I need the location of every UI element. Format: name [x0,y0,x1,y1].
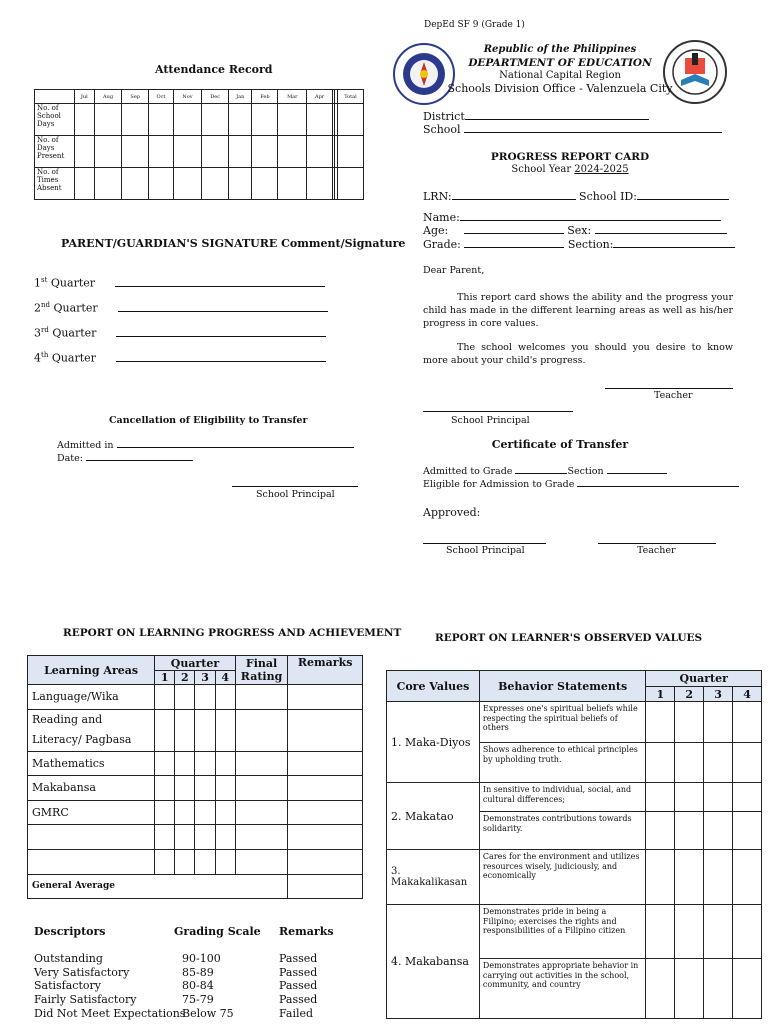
grade-cell[interactable] [155,849,175,874]
grade-cell[interactable] [215,685,235,710]
quarter-number: 3 [195,671,215,685]
grade-cell[interactable] [175,849,195,874]
attendance-row [35,136,364,168]
value-rating-cell[interactable] [733,850,762,905]
month-header: Dec [202,90,229,104]
learning-area-name: Reading and Literacy/ Pagbasa [28,709,155,751]
grade-cell[interactable] [195,849,215,874]
grading-scale-header: Grading Scale [174,925,261,938]
grade-cell[interactable] [215,776,235,801]
section-transfer-line[interactable] [607,473,667,474]
value-rating-cell[interactable] [733,959,762,1019]
admitted-in-row: Admitted in [57,440,354,451]
descriptor-scale: Below 75 [182,1007,234,1020]
school-row: School [423,123,722,136]
district-row: District [423,110,649,123]
descriptors-table [34,925,364,1024]
descriptor-name: Fairly Satisfactory [34,993,137,1006]
behavior-statement: Expresses one's spiritual beliefs while respecting the spiritual beliefs of others [479,702,645,743]
final-rating-cell[interactable] [235,776,287,801]
month-header: Jul [75,90,95,104]
sex-line[interactable] [595,233,727,234]
remarks-header: Remarks [288,656,363,685]
month-header: Apr [307,90,333,104]
month-header: Feb [252,90,278,104]
department-label: DEPARTMENT OF EDUCATION [468,57,652,69]
value-rating-cell[interactable] [704,812,733,850]
descriptor-name: Did Not Meet Expectations [34,1007,186,1020]
remarks-cell[interactable] [288,800,363,825]
principal-signature-line [232,486,358,487]
value-row [387,905,762,959]
descriptor-scale: 80-84 [182,979,214,992]
learning-areas-header: Learning Areas [28,656,155,685]
general-average-remarks-cell[interactable] [288,874,363,899]
core-value-name: 2. Makatao [387,783,480,850]
admitted-in-line[interactable] [117,447,354,448]
attendance-row-label: No. of Days Present [35,136,75,168]
cert-principal-label: School Principal [446,545,525,556]
value-rating-cell[interactable] [733,905,762,959]
eligible-row: Eligible for Admission to Grade [423,479,739,490]
descriptor-remark: Passed [279,993,318,1006]
division-label: Schools Division Office - Valenzuela City [447,82,673,95]
values-title: REPORT ON LEARNER'S OBSERVED VALUES [435,632,703,644]
principal-signature-line [423,411,573,412]
grade-cell[interactable] [155,825,175,850]
teacher-label: Teacher [654,390,693,401]
learning-area-name [28,849,155,874]
core-value-name: 3. Makakalikasan [387,850,480,905]
behavior-statement: Demonstrates appropriate behavior in carrying out activities in the school, community, and country [479,959,645,1019]
quarter-number: 2 [675,687,704,702]
learning-area-row [28,709,363,751]
admitted-grade-row: Admitted to Grade Section [423,466,667,477]
learning-area-name: Language/Wika [28,685,155,710]
quarter-signature-row: 4th Quarter [34,351,326,365]
grade-cell[interactable] [175,709,195,751]
learning-area-row [28,776,363,801]
grade-cell[interactable] [155,776,175,801]
grade-cell[interactable] [155,709,175,751]
age-line[interactable] [464,233,564,234]
descriptor-scale: 85-89 [182,966,214,979]
value-row [387,783,762,812]
descriptor-remark: Failed [279,1007,314,1020]
learning-area-name: GMRC [28,800,155,825]
learning-area-row [28,685,363,710]
value-rating-cell[interactable] [733,743,762,783]
general-average-label: General Average [28,874,288,899]
remarks-header: Remarks [279,925,334,938]
value-rating-cell[interactable] [704,959,733,1019]
value-rating-cell[interactable] [733,783,762,812]
final-rating-cell[interactable] [235,685,287,710]
grade-cell[interactable] [215,751,235,776]
behavior-statement: Demonstrates contributions towards solidarity. [479,812,645,850]
final-rating-cell[interactable] [235,709,287,751]
grade-cell[interactable] [215,709,235,751]
final-rating-cell[interactable] [235,751,287,776]
school-year-row: School Year 2024-2025 [511,164,629,175]
signature-line[interactable] [118,311,328,312]
school-year-value[interactable]: 2024-2025 [574,164,629,175]
attendance-row-label: No. of School Days [35,104,75,136]
salutation: Dear Parent, [423,265,485,276]
value-rating-cell[interactable] [646,905,675,959]
grade-cell[interactable] [175,800,195,825]
quarter-number: 4 [215,671,235,685]
grade-cell[interactable] [175,751,195,776]
grade-cell[interactable] [175,825,195,850]
learning-title: REPORT ON LEARNING PROGRESS AND ACHIEVEMENT [63,627,402,639]
form-code: DepEd SF 9 (Grade 1) [424,20,525,30]
behavior-statement: Shows adherence to ethical principles by upholding truth. [479,743,645,783]
value-rating-cell[interactable] [646,850,675,905]
quarter-signature-row: 1st Quarter [34,276,325,290]
welcome-paragraph: The school welcomes you should you desire to know more about your child's progress. [423,342,733,366]
value-rating-cell[interactable] [704,743,733,783]
grade-cell[interactable] [155,800,175,825]
descriptor-name: Outstanding [34,952,103,965]
value-rating-cell[interactable] [646,812,675,850]
card-title: PROGRESS REPORT CARD [490,151,650,163]
remarks-cell[interactable] [288,685,363,710]
teacher-signature-line [605,388,733,389]
learning-areas-table [27,655,363,899]
deped-seal-icon [393,43,455,105]
descriptor-remark: Passed [279,966,318,979]
grade-cell[interactable] [195,776,215,801]
value-rating-cell[interactable] [675,702,704,743]
grade-section-row: Grade: Section: [423,238,735,251]
attendance-row-label: No. of Times Absent [35,168,75,200]
descriptor-scale: 90-100 [182,952,221,965]
month-header: Oct [149,90,174,104]
grade-cell[interactable] [215,800,235,825]
value-rating-cell[interactable] [646,743,675,783]
learning-area-row [28,849,363,874]
principal-label: School Principal [256,489,335,500]
parent-signature-title: PARENT/GUARDIAN'S SIGNATURE Comment/Signature [61,237,406,250]
final-rating-cell[interactable] [235,825,287,850]
grade-cell[interactable] [155,751,175,776]
quarter-number: 3 [704,687,733,702]
quarter-number: 1 [155,671,175,685]
age-sex-row: Age: Sex: [423,224,727,237]
quarter-signature-row: 2nd Quarter [34,301,328,315]
month-header: Sep [122,90,149,104]
grade-cell[interactable] [195,751,215,776]
grade-cell[interactable] [175,776,195,801]
name-line[interactable] [460,220,721,221]
attendance-table [34,89,364,200]
value-rating-cell[interactable] [675,743,704,783]
remarks-cell[interactable] [288,825,363,850]
descriptor-name: Very Satisfactory [34,966,130,979]
value-rating-cell[interactable] [675,783,704,812]
value-rating-cell[interactable] [733,812,762,850]
value-row [387,702,762,743]
region-label: National Capital Region [499,70,621,81]
section-line[interactable] [613,247,735,248]
values-quarter-header: Quarter [646,671,762,687]
quarter-number: 2 [175,671,195,685]
approved-label: Approved: [423,506,481,519]
final-rating-cell[interactable] [235,849,287,874]
behavior-header: Behavior Statements [479,671,645,702]
learning-area-row [28,800,363,825]
learning-area-name [28,825,155,850]
date-row: Date: [57,453,193,464]
value-rating-cell[interactable] [646,959,675,1019]
grade-cell[interactable] [195,800,215,825]
attendance-row [35,168,364,200]
school-line[interactable] [464,132,722,133]
behavior-statement: In sensitive to individual, social, and cultural differences; [479,783,645,812]
grade-line[interactable] [464,247,564,248]
remarks-cell[interactable] [288,709,363,751]
republic-label: Republic of the Philippines [483,44,637,55]
descriptor-scale: 75-79 [182,993,214,1006]
value-rating-cell[interactable] [704,905,733,959]
name-row: Name: [423,211,721,224]
descriptor-remark: Passed [279,952,318,965]
learning-area-name: Makabansa [28,776,155,801]
month-header: Mar [278,90,307,104]
signature-line[interactable] [116,336,326,337]
grade-cell[interactable] [195,709,215,751]
month-header: Nov [173,90,201,104]
learning-area-row [28,825,363,850]
attendance-corner [35,90,75,104]
value-rating-cell[interactable] [704,702,733,743]
core-value-name: 1. Maka-Diyos [387,702,480,783]
learning-area-name: Mathematics [28,751,155,776]
quarter-number: 4 [733,687,762,702]
quarter-number: 1 [646,687,675,702]
admitted-grade-line[interactable] [515,473,567,474]
lrn-line[interactable] [452,199,576,200]
cert-teacher-line [598,543,716,544]
grade-cell[interactable] [215,825,235,850]
principal-label: School Principal [451,415,530,426]
value-rating-cell[interactable] [646,702,675,743]
descriptor-name: Satisfactory [34,979,101,992]
descriptor-remark: Passed [279,979,318,992]
eligible-line[interactable] [577,486,739,487]
remarks-cell[interactable] [288,751,363,776]
total-header: Total [338,90,364,104]
grade-cell[interactable] [175,685,195,710]
general-average-row [28,874,363,899]
value-row [387,850,762,905]
observed-values-table [386,670,762,1019]
school-id-line[interactable] [637,199,729,200]
grade-cell[interactable] [195,685,215,710]
cert-teacher-label: Teacher [637,545,676,556]
date-line[interactable] [86,460,193,461]
quarter-header: Quarter [155,656,236,671]
signature-line[interactable] [116,361,326,362]
value-rating-cell[interactable] [704,850,733,905]
certificate-title: Certificate of Transfer [491,438,629,451]
attendance-title: Attendance Record [155,63,273,76]
cancellation-title: Cancellation of Eligibility to Transfer [109,415,308,426]
learning-area-row [28,751,363,776]
grade-cell[interactable] [215,849,235,874]
core-value-name: 4. Makabansa [387,905,480,1019]
value-rating-cell[interactable] [675,959,704,1019]
month-header: Jan [229,90,252,104]
final-rating-header: Final Rating [235,656,287,685]
remarks-cell[interactable] [288,776,363,801]
behavior-statement: Cares for the environment and utilizes resources wisely, judiciously, and economically [479,850,645,905]
value-rating-cell[interactable] [704,783,733,812]
value-rating-cell[interactable] [733,702,762,743]
lrn-row: LRN: School ID: [423,190,729,203]
attendance-header-row [35,90,364,104]
grade-cell[interactable] [195,825,215,850]
month-header: Aug [94,90,122,104]
signature-line[interactable] [115,286,325,287]
intro-paragraph: This report card shows the ability and the progress your child has made in the different learning areas as well as his/her progress in core values. [423,292,733,329]
quarter-signature-row: 3rd Quarter [34,326,326,340]
value-rating-cell[interactable] [646,783,675,812]
behavior-statement: Demonstrates pride in being a Filipino; exercises the rights and responsibilities of a Filipino citizen [479,905,645,959]
cert-principal-line [423,543,546,544]
value-rating-cell[interactable] [675,905,704,959]
remarks-cell[interactable] [288,849,363,874]
value-rating-cell[interactable] [675,850,704,905]
attendance-row [35,104,364,136]
descriptors-header: Descriptors [34,925,106,938]
value-rating-cell[interactable] [675,812,704,850]
district-line[interactable] [465,119,649,120]
grade-cell[interactable] [155,685,175,710]
core-values-header: Core Values [387,671,480,702]
final-rating-cell[interactable] [235,800,287,825]
